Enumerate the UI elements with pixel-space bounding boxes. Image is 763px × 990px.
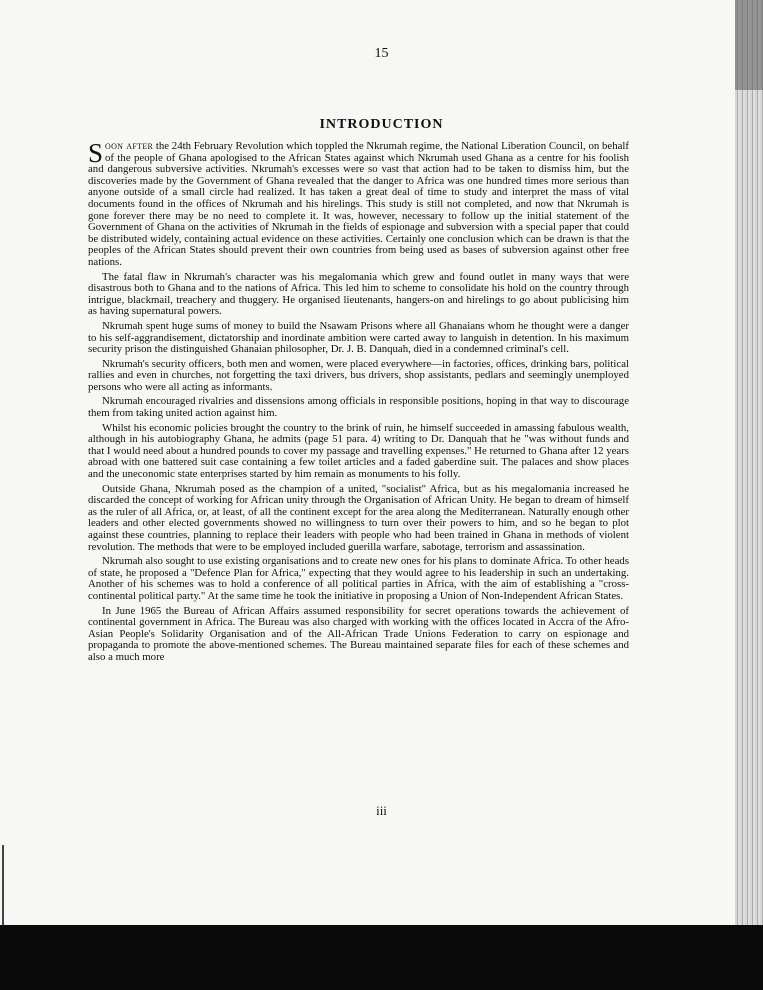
drop-cap: S: [88, 138, 104, 168]
paragraph: The fatal flaw in Nkrumah's character was his megalomania which grew and found outlet in many ways that were disastrous both to Ghana and to the nations of Africa. This led him to scheme to consolidate his hold on the country through intrigue, blackmail, treachery and thuggery. He organised lieutenants, hangers-on and hirelings to go about publicising him as having supernatural powers.: [88, 270, 629, 318]
paragraph-text: the 24th February Revolution which toppled the Nkrumah regime, the National Liberation Council, on behalf of the people of Ghana apologised to the African States against which Nkrumah used Ghana as a centre for his foolish and dangerous subversive activities. Nkrumah's excesses were so vast that action had to be taken to dismiss him, but the discoveries made by the Government of Ghana revealed that the danger to Africa was one hundred times more serious than anyone outside of a small circle had realized. It has taken a great deal of time to study and interpret the mass of vital documents found in the offices of Nkrumah and his hirelings. This study is still not completed, and now that Nkrumah is gone forever there may be no need to complete it. It was, however, necessary to follow up the initial statement of the Government of Ghana on the activities of Nkrumah in the fields of espionage and subversion with a special paper that could be distributed widely, containing actual evidence on these activities. Certainly one conclusion which can be drawn is that the peoples of the African States should prevent their own countries from being used as bases of subversion against other free nations.: [88, 140, 629, 268]
page-number: 15: [374, 46, 389, 61]
paragraph: Nkrumah also sought to use existing organisations and to create new ones for his plans to dominate Africa. To other heads of state, he proposed a "Defence Plan for Africa," expecting that they would agree to his leadership in such an undertaking. Another of his schemes was to hold a conference of all political parties in Africa, with the aim of establishing a "cross-continental political party." At the same time he took the initiative in proposing a Union of Non-Independent African States.: [88, 555, 629, 602]
scan-mark: [2, 845, 4, 925]
lead-in: oon after: [105, 140, 154, 152]
body-text: [88, 138, 629, 667]
scan-background: [0, 925, 763, 990]
page-edge-shadow: [735, 0, 763, 925]
paragraph: Whilst his economic policies brought the country to the brink of ruin, he himself succeeded in amassing fabulous wealth, although in his autobiography Ghana, he admits (page 51 para. 4) writing to Dr. Danquah that he "was without funds and that I would need about a hundred pounds to cover my passage and travelling expenses." He returned to Ghana after 12 years abroad with one battered suit case containing a few toilet articles and a faded gaberdine suit. The palaces and show places and the uneconomic state enterprises started by him remain as monuments to his folly.: [88, 421, 629, 481]
paragraph: [88, 138, 629, 269]
section-heading: INTRODUCTION: [319, 117, 444, 132]
paragraph: In June 1965 the Bureau of African Affairs assumed responsibility for secret operations towards the achievement of continental government in Africa. The Bureau was also charged with working with the offices located in Accra of the Afro-Asian People's Solidarity Organisation and of the All-African Trade Unions Federation to carry on espionage and propaganda to promote the above-mentioned schemes. The Bureau maintained separate files for each of these schemes and also a much more: [88, 604, 629, 663]
roman-page-number: iii: [376, 803, 387, 818]
paragraph: Nkrumah encouraged rivalries and dissensions among officials in responsible positions, hoping in that way to discourage them from taking united action against him.: [88, 395, 629, 420]
paragraph: Nkrumah's security officers, both men and women, were placed everywhere—in factories, offices, drinking bars, political rallies and even in churches, not forgetting the taxi drivers, bus drivers, shop assistants, pedlars and seemingly unemployed persons who were all acting as informants.: [88, 357, 629, 393]
page-edge-dark: [735, 0, 763, 90]
paragraph: Outside Ghana, Nkrumah posed as the champion of a united, "socialist" Africa, but as his megalomania increased he discarded the concept of working for African unity through the Organisation of African Unity. He began to dream of himself as the ruler of all Africa, or, at least, of all the continent except for the area along the Mediterranean. Naturally enough other leaders and other elected governments showed no willingness to turn over their powers to him, and so he began to plot against these countries, planning to replace their leaders with people who had been trained in Ghana in methods of violent revolution. The methods that were to be employed included guerilla warfare, sabotage, terrorism and assassination.: [88, 482, 629, 553]
paragraph: Nkrumah spent huge sums of money to build the Nsawam Prisons where all Ghanaians whom he thought were a danger to his self-aggrandisement, dictatorship and inordinate ambition were carted away to languish in detention. In his maximum security prison the distinguished Ghanaian philosopher, Dr. J. B. Danquah, died in a condemned criminal's cell.: [88, 319, 629, 356]
